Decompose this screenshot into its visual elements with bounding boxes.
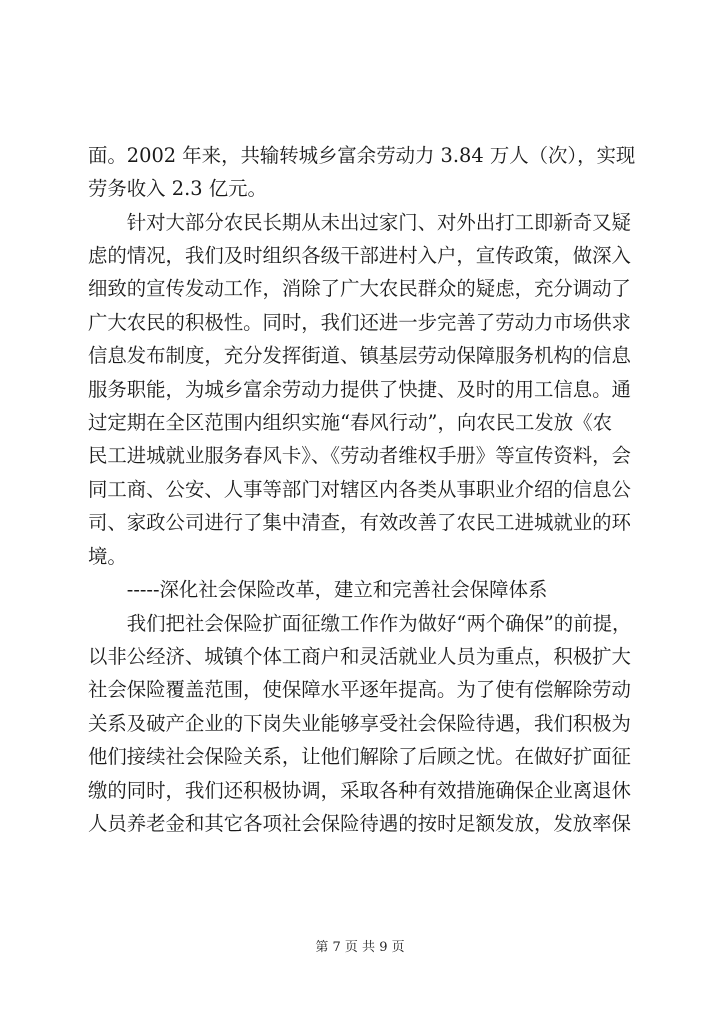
text-line: 服务职能，为城乡富余劳动力提供了快捷、及时的用工信息。通 [88, 378, 631, 401]
text-line: 劳务收入 2.3 亿元。 [88, 177, 267, 200]
text-line: 虑的情况，我们及时组织各级干部进村入户，宣传政策，做深入 [88, 244, 631, 267]
text-line: 以非公经济、城镇个体工商户和灵活就业人员为重点，积极扩大 [88, 645, 631, 668]
text-line: 他们接续社会保险关系，让他们解除了后顾之忧。在做好扩面征 [88, 745, 631, 768]
section-heading: -----深化社会保险改革，建立和完善社会保障体系 [88, 578, 548, 601]
text-line: 社会保险覆盖范围，使保障水平逐年提高。为了使有偿解除劳动 [88, 678, 631, 701]
text-line: 广大农民的积极性。同时，我们还进一步完善了劳动力市场供求 [88, 311, 631, 334]
text-line: 针对大部分农民长期从未出过家门、对外出打工即新奇又疑 [88, 211, 631, 234]
text-line: 关系及破产企业的下岗失业能够享受社会保险待遇，我们积极为 [88, 712, 631, 735]
text-line: 细致的宣传发动工作，消除了广大农民群众的疑虑，充分调动了 [88, 277, 631, 300]
text-line: 我们把社会保险扩面征缴工作作为做好“两个确保”的前提， [88, 612, 632, 635]
text-line: 缴的同时，我们还积极协调，采取各种有效措施确保企业离退休 [88, 779, 631, 802]
text-line: 司、家政公司进行了集中清查，有效改善了农民工进城就业的环 [88, 511, 631, 534]
text-line: 人员养老金和其它各项社会保险待遇的按时足额发放，发放率保 [88, 812, 631, 835]
text-line: 过定期在全区范围内组织实施“春风行动”，向农民工发放《农 [88, 411, 612, 434]
text-line: 面。2002 年来，共输转城乡富余劳动力 3.84 万人（次），实现 [88, 144, 636, 167]
text-line: 民工进城就业服务春风卡》、《劳动者维权手册》等宣传资料，会 [88, 444, 631, 467]
text-line: 境。 [88, 545, 127, 568]
text-line: 同工商、公安、人事等部门对辖区内各类从事职业介绍的信息公 [88, 478, 631, 501]
text-line: 信息发布制度，充分发挥街道、镇基层劳动保障服务机构的信息 [88, 344, 631, 367]
page-number-footer: 第 7 页 共 9 页 [315, 940, 405, 955]
